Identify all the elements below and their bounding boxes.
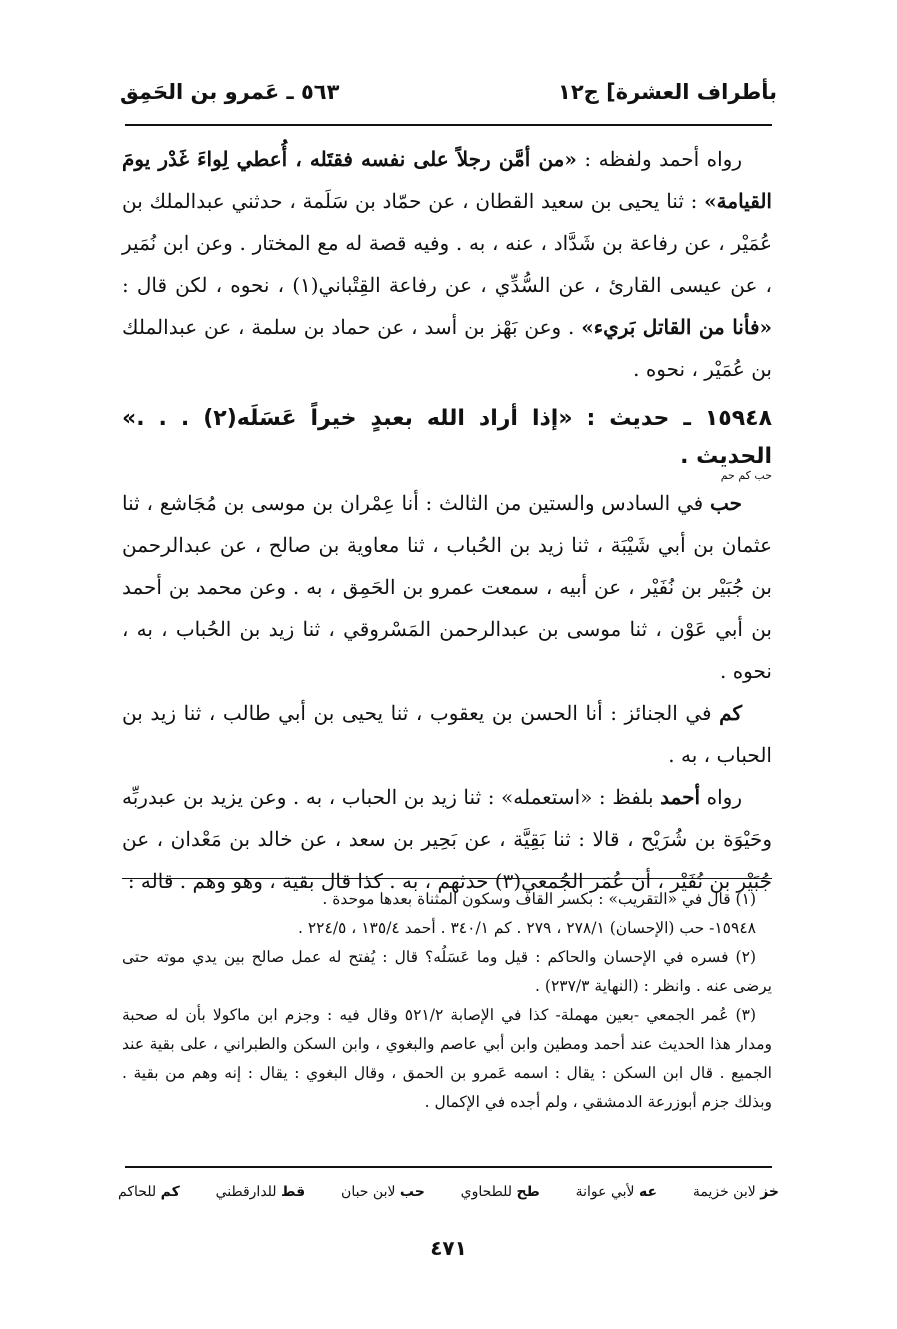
text-run: . وعن بَهْز بن أسد ، عن حماد بن سلمة ، عن عبدالملك بن عُمَيْر ، نحوه .: [122, 315, 772, 381]
text-run: في الجنائز : أنا الحسن بن يعقوب ، ثنا يحيى بن أبي طالب ، ثنا زيد بن الحباب ، به .: [122, 701, 772, 767]
abbreviation-item: حب لابن حبان: [341, 1184, 425, 1200]
text-run: «فأنا من القاتل بَريء»: [581, 315, 773, 339]
header-rule: [125, 124, 772, 126]
footer-rule: [125, 1166, 772, 1168]
text-run: في السادس والستين من الثالث : أنا عِمْران بن موسى بن مُجَاشع ، ثنا عثمان بن أبي شَيْبَة ، ثنا زيد بن الحُباب ، ثنا معاوية بن صالح ، عن عبدالرحمن بن جُبَيْر بن نُفَيْر ، عن أبيه ، سمعت عمرو بن الحَمِق ، به . وعن محمد بن أحمد بن أبي عَوْن ، ثنا موسى بن عبدالرحمن المَسْروقي ، ثنا زيد بن الحُباب ، به ، نحوه .: [122, 491, 772, 683]
abbreviation-item: طح للطحاوي: [460, 1184, 540, 1200]
paragraph-3: [122, 692, 772, 776]
source-sigla: حب كم حم: [720, 469, 772, 482]
hadith-heading: ١٥٩٤٨ ـ حديث : «إذا أراد الله بعبدٍ خيراً عَسَلَه(٢) . . .» الحديث .: [122, 406, 772, 469]
text-run: رواه: [700, 785, 742, 809]
narrator-reference: ٥٦٣ ـ عَمرو بن الحَمِق: [120, 80, 340, 104]
abbreviation-item: خز لابن خزيمة: [692, 1184, 779, 1200]
footnotes: [122, 878, 772, 1117]
page-number: ٤٧١: [430, 1236, 467, 1260]
footnote-1: (١) قال في «التقريب» : بكسر القاف وسكون المثناة بعدها موحدة .: [322, 890, 756, 908]
text-run: بلفظ : «استعمله» : ثنا زيد بن الحباب ، به . وعن يزيد بن عبدربِّه وحَيْوَة بن شُرَيْح ، قالا : ثنا بَقِيَّة ، عن بَحِير بن سعد ، عن خالد بن مَعْدان ، عن جُبَيْر بن نُفَيْر ، أن عُمَر الجُمعي(٣) حدثهم ، به . كذا قال بقية ، وهو وهم . قاله :: [122, 785, 772, 893]
abbreviation-item: كم للحاكم: [118, 1184, 180, 1200]
text-run: أحمد: [660, 785, 701, 809]
main-text: [122, 138, 772, 902]
abbreviation-key: [118, 1184, 779, 1200]
text-run: رواه أحمد ولفظه :: [576, 147, 743, 171]
source-references: ١٥٩٤٨- حب (الإحسان) ٢٧٨/١ ، ٢٧٩ . كم ٣٤٠/١ . أحمد ١٣٥/٤ ، ٢٢٤/٥ .: [297, 919, 756, 937]
text-run: كم: [719, 701, 742, 725]
footnote-3: (٣) عُمر الجمعي -بعين مهملة- كذا في الإصابة ٥٢١/٢ وقال فيه : وجزم ابن ماكولا بأن له صحبة ومدار هذا الحديث عند أحمد ومطين وابن أبي عاصم والبغوي ، وابن السكن والطبراني ، على بقية عند الجميع . قال ابن السكن : يقال : اسمه عَمرو بن الحمق ، وقال البغوي : يقال : إنه وهم من بقية . وبذلك جزم أبوزرعة الدمشقي ، ولم أجده في الإكمال .: [122, 1006, 772, 1111]
text-run: حب: [709, 491, 742, 515]
abbreviation-item: قط للدارقطني: [215, 1184, 306, 1200]
paragraph-1: [122, 138, 772, 390]
text-run: «من أمَّن رجلاً على نفسه فقتَله ، أُعطي لِواءَ غَدْر يومَ القيامة»: [122, 147, 772, 213]
text-run: : ثنا يحيى بن سعيد القطان ، عن حمّاد بن سَلَمة ، حدثني عبدالملك بن عُمَيْر ، عن رفاعة بن شَدَّاد ، عنه ، به . وفيه قصة له مع المختار . وعن ابن نُمَير ، عن عيسى القارئ ، عن السُّدِّي ، عن رفاعة القِتْباني(١) ، نحوه ، لكن قال :: [122, 189, 772, 297]
paragraph-2: [122, 482, 772, 692]
abbreviation-item: عه لأبي عوانة: [575, 1184, 658, 1200]
running-header: [120, 72, 777, 112]
footnote-2: (٢) فسره في الإحسان والحاكم : قيل وما عَسَلُه؟ قال : يُفتح له عمل صالح بين يدي موته حتى يرضى عنه . وانظر : (النهاية ٢٣٧/٣) .: [122, 948, 772, 995]
book-title: بأطراف العشرة] ج١٢: [558, 80, 777, 104]
